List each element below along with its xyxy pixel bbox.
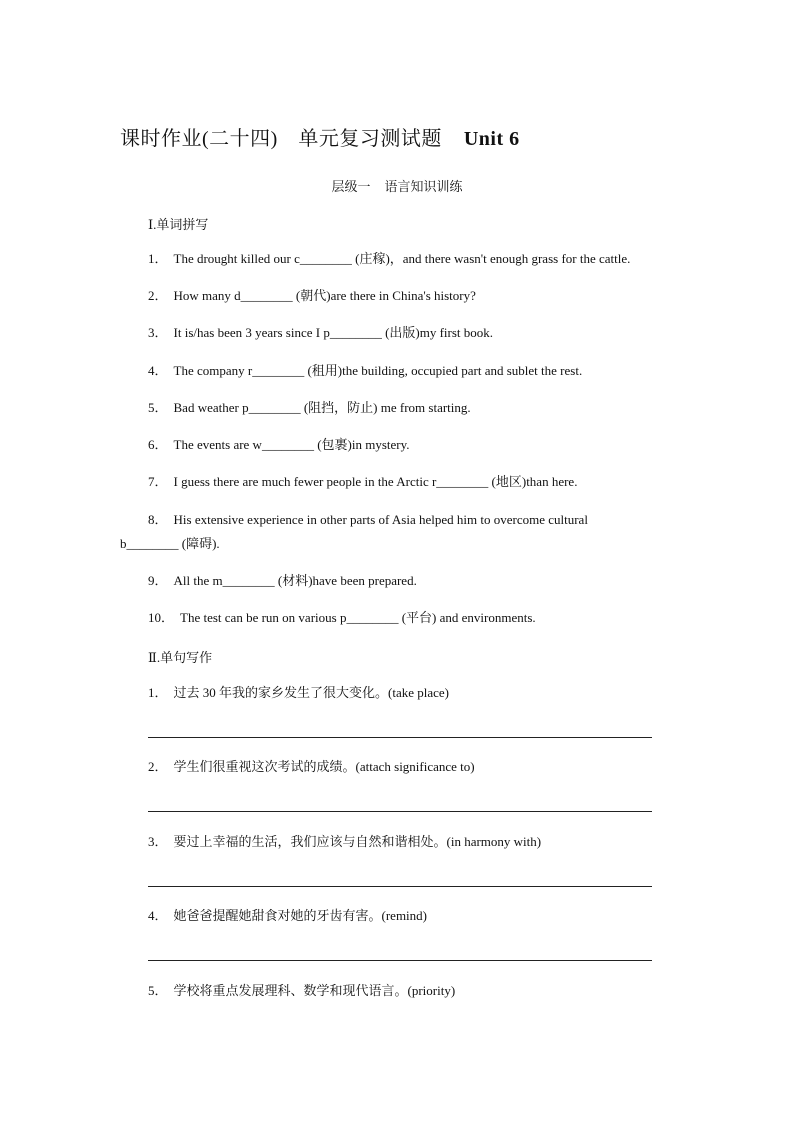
item-text-continued: b________ (障碍).	[120, 536, 220, 551]
item-text: I guess there are much fewer people in the Arctic r________ (地区)than here.	[173, 474, 578, 489]
level-name: 语言知识训练	[384, 179, 463, 194]
item-number: 2．	[148, 288, 168, 303]
item-number: 7．	[148, 474, 168, 489]
spelling-item	[148, 396, 674, 420]
spelling-item	[148, 321, 674, 345]
writing-item	[148, 830, 674, 854]
unit-label: Unit 6	[463, 128, 520, 150]
item-text: 她爸爸提醒她甜食对她的牙齿有害。(remind)	[173, 908, 427, 923]
item-text: The drought killed our c________ (庄稼)，and there wasn't enough grass for the cattle.	[173, 251, 631, 266]
item-number: 4．	[148, 363, 168, 378]
item-text: His extensive experience in other parts of Asia helped him to overcome cultural	[173, 512, 588, 527]
item-number: 2．	[148, 759, 168, 774]
answer-line[interactable]	[148, 960, 652, 961]
item-number: 1．	[148, 251, 168, 266]
section-heading-spelling: Ⅰ.单词拼写	[148, 217, 209, 232]
spelling-item	[148, 470, 674, 494]
spelling-item	[148, 247, 674, 271]
level-label: 层级一	[331, 179, 371, 194]
writing-item	[148, 755, 674, 779]
spelling-item	[120, 508, 674, 556]
writing-item	[148, 681, 674, 705]
section-heading-writing: Ⅱ.单句写作	[148, 650, 213, 665]
item-text: The test can be run on various p________ (平台) and environments.	[180, 610, 536, 625]
spelling-item	[148, 606, 674, 630]
item-number: 9．	[148, 573, 168, 588]
item-text: How many d________ (朝代)are there in China's history?	[173, 288, 476, 303]
item-text: The events are w________ (包裹)in mystery.	[173, 437, 410, 452]
item-text: All the m________ (材料)have been prepared.	[173, 573, 417, 588]
page-title	[120, 122, 520, 151]
spelling-item	[148, 569, 674, 593]
answer-line[interactable]	[148, 737, 652, 738]
item-text: 过去 30 年我的家乡发生了很大变化。(take place)	[173, 685, 449, 700]
item-text: Bad weather p________ (阻挡，防止) me from starting.	[173, 400, 471, 415]
title-text: 课时作业(二十四) 单元复习测试题	[120, 128, 442, 150]
spelling-item	[148, 359, 674, 383]
item-text: It is/has been 3 years since I p________ (出版)my first book.	[173, 325, 494, 340]
item-number: 5．	[148, 400, 168, 415]
item-number: 10．	[148, 610, 175, 625]
writing-item	[148, 979, 674, 1003]
item-text: The company r________ (租用)the building, occupied part and sublet the rest.	[173, 363, 583, 378]
item-number: 4．	[148, 908, 168, 923]
spelling-item	[148, 433, 674, 457]
spelling-item	[148, 284, 674, 308]
item-number: 5．	[148, 983, 168, 998]
item-number: 8．	[148, 512, 168, 527]
answer-line[interactable]	[148, 811, 652, 812]
level-heading	[0, 176, 794, 195]
item-text: 要过上幸福的生活，我们应该与自然和谐相处。(in harmony with)	[173, 834, 542, 849]
item-number: 3．	[148, 325, 168, 340]
item-text: 学校将重点发展理科、数学和现代语言。(priority)	[173, 983, 456, 998]
item-number: 3．	[148, 834, 168, 849]
item-text: 学生们很重视这次考试的成绩。(attach significance to)	[173, 759, 475, 774]
writing-item	[148, 904, 674, 928]
item-number: 6．	[148, 437, 168, 452]
item-number: 1．	[148, 685, 168, 700]
answer-line[interactable]	[148, 886, 652, 887]
